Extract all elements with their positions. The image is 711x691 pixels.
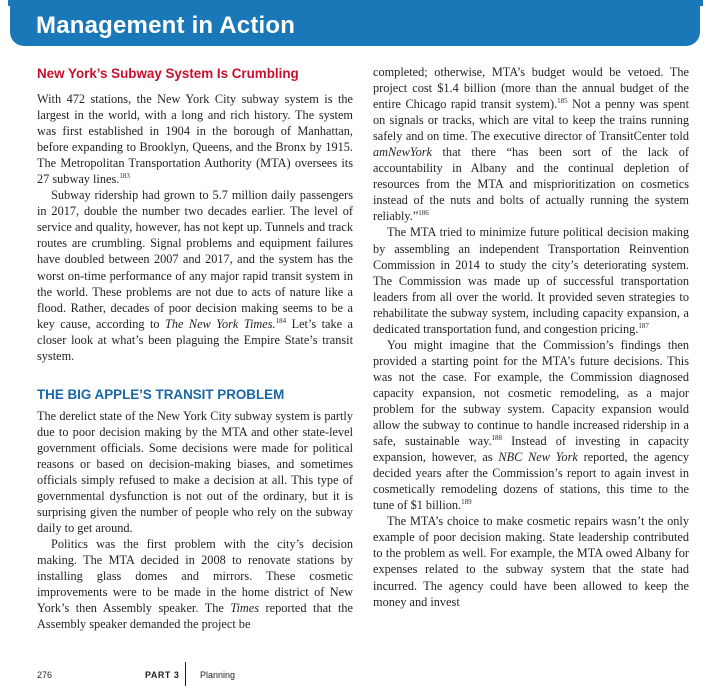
footnote-ref: 184: [275, 316, 287, 325]
paragraph: [37, 408, 353, 536]
footnote-ref: 188: [491, 434, 503, 443]
paragraph: [37, 91, 353, 187]
source-name: Times: [230, 601, 260, 616]
banner-title: Management in Action: [36, 12, 296, 39]
text: The MTA tried to minimize future political decision making by assembling an independent Transportation Reinvention Commission in 2014 to study the city’s deteriorating system. The Commission was made up of successful transportation leaders from all over the world. It provided seven strategies to rehabilitate the subway system, including capacity expansion, a dedicated transportation fund, and congestion pricing.: [373, 225, 689, 336]
text: Politics was the first problem with the city’s decision making. The MTA decided in 2008 to renovate stations by installing glass domes and mirrors. These cosmetic improvements were to be made in the home district of New York’s then Assembly speaker. The: [37, 537, 353, 616]
paragraph: [373, 64, 689, 224]
text: that there “has been sort of the lack of accountability in Albany and the continual depletion of resources from the MTA and misprioritization on cosmetics instead of the nuts and bolts of actually running the system reliably.”: [373, 145, 689, 224]
paragraph: [373, 513, 689, 609]
source-name: amNewYork: [373, 145, 432, 160]
page-footer: [37, 662, 437, 686]
text: Not a penny was spent on signals or tracks, which are vital to keep the trains running safely and on time. The executive director of TransitCenter told: [373, 97, 689, 144]
paragraph: [373, 224, 689, 336]
part-label: PART 3: [145, 670, 180, 680]
text: completed; otherwise, MTA’s budget would be vetoed. The project cost $1.4 billion (more than the annual budget of the entire Chicago rapid transit system).: [373, 65, 689, 112]
footnote-ref: 189: [461, 498, 472, 507]
text: The derelict state of the New York City subway system is partly due to poor decision making by the MTA and other state-level government officials. Some decisions were made for political reasons or based on decision-making biases, and sometimes officials simply refused to make a decision at all. This type of governmental dysfunction is not out of the ordinary, but it is surprising given the number of people who rely on the subway daily to get around.: [37, 408, 353, 536]
right-column: [373, 64, 689, 610]
page-number: 276: [37, 670, 53, 680]
left-column: [37, 64, 353, 632]
text: reported that the Assembly speaker demanded the project be: [37, 601, 353, 632]
source-name: NBC New York: [498, 450, 578, 465]
paragraph: [373, 337, 689, 514]
article-title: New York’s Subway System Is Crumbling: [37, 66, 299, 81]
text: The MTA’s choice to make cosmetic repairs wasn’t the only example of poor decision making. State leadership contributed to the problem as well. For example, the MTA owed Albany for expenses related to the subway system that the state had incurred. The agency could have been allowed to keep the money and invest: [373, 514, 689, 609]
section-title: THE BIG APPLE’S TRANSIT PROBLEM: [37, 386, 285, 402]
text: Subway ridership had grown to 5.7 million daily passengers in 2017, double the number two decades earlier. The level of service and quality, however, has not kept up. Tunnels and track routes are crumbling. Signal problems and equipment failures have doubled between 2007 and 2017, and the system has the worst on-time performance of any major rapid transit system in the world. These problems are not due to acts of nature like a flood. Rather, decades of poor decision making seems to be a key cause, according to: [37, 188, 353, 331]
text: reported, the agency decided years after the Commission’s report to again invest in cosmetically remodeling dozens of stations, this time to the tune of $1 billion.: [373, 450, 690, 513]
text: Let’s take a closer look at what’s been plaguing the Empire State’s transit system.: [37, 316, 354, 363]
footnote-ref: 185: [557, 97, 568, 106]
text: Instead of investing in capacity expansion, however, as: [373, 434, 689, 465]
paragraph: [37, 536, 353, 632]
chapter-label: Planning: [200, 670, 236, 680]
footer-divider: [185, 662, 186, 686]
header-banner: [10, 4, 700, 46]
text: You might imagine that the Commission’s findings then provided a starting point for the MTA’s future decisions. This was not the case. For example, the Commission diagnosed capacity expansion, not cosmetic remodeling, as a major problem for the subway system. Capacity expansion would allow the subway to continue to handle increased ridership in a safe, sustainable way.: [373, 337, 689, 449]
paragraph: [37, 187, 353, 364]
footnote-ref: 183: [119, 172, 130, 181]
text: With 472 stations, the New York City subway system is the largest in the world, with a long and rich history. The system was first established in 1904 in the borough of Manhattan, before expanding to Brooklyn, Queens, and the Bronx by 1915. The Metropolitan Transportation Authority (MTA) oversees its 27 subway lines.: [37, 92, 353, 187]
footnote-ref: 186: [418, 209, 429, 218]
source-name: The New York Times.: [165, 316, 276, 331]
footnote-ref: 187: [638, 321, 649, 330]
